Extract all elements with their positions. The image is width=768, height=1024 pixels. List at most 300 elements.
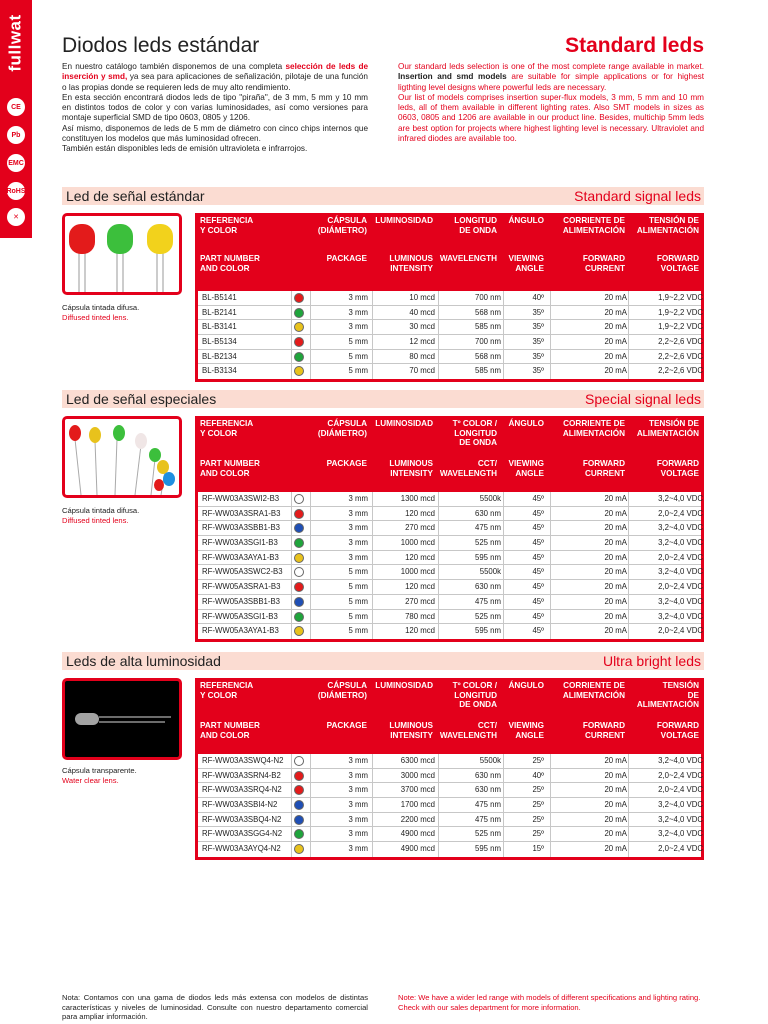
cell-cur: 20 mA [604, 756, 627, 765]
cell-ang: 45º [532, 552, 544, 562]
part-number: RF-WW03A3SBI4-N2 [202, 800, 278, 810]
part-number: RF-WW03A3SRN4-B2 [202, 770, 281, 780]
header-cur-es: CORRIENTE DE ALIMENTACIÓN [562, 681, 625, 700]
column-divider [291, 507, 292, 521]
table-row [198, 291, 701, 306]
cell-wl: 568 nm [474, 307, 501, 317]
column-divider [291, 580, 292, 594]
cell-pkg: 3 mm [348, 523, 368, 533]
column-divider [372, 769, 373, 783]
header-cur-en: FORWARD CURRENT [582, 459, 625, 478]
column-divider [438, 507, 439, 521]
led-color-icon [294, 756, 304, 766]
header-ang-en: VIEWING ANGLE [508, 254, 544, 273]
column-divider [503, 798, 504, 812]
column-divider [291, 551, 292, 565]
column-divider [310, 320, 311, 334]
column-divider [438, 842, 439, 857]
column-divider [550, 813, 551, 827]
cell-cur: 20 mA [604, 844, 627, 854]
column-divider [628, 827, 629, 841]
cell-vol: 2,2~2,6 VDC [658, 351, 703, 361]
table-row [198, 813, 701, 828]
cell-ang: 25º [532, 814, 544, 824]
cell-ang: 45º [532, 508, 544, 518]
column-divider [550, 754, 551, 768]
section-title-en: Standard signal leds [574, 188, 701, 204]
column-divider [372, 350, 373, 364]
cell-ang: 45º [532, 611, 544, 621]
part-number: RF-WW03A3SRA1-B3 [202, 508, 281, 518]
header-cur-en: FORWARD CURRENT [582, 721, 625, 740]
cell-vol: 3,2~4,0 VDC [658, 756, 703, 765]
column-divider [310, 580, 311, 594]
cell-lum: 4900 mcd [400, 829, 435, 839]
part-number: BL-B5141 [202, 293, 237, 302]
cell-wl: 630 nm [474, 582, 501, 592]
column-divider [291, 783, 292, 797]
cell-vol: 2,0~2,4 VDC [658, 785, 703, 795]
column-divider [438, 595, 439, 609]
column-divider [372, 335, 373, 349]
column-divider [503, 306, 504, 320]
cell-cur: 20 mA [604, 293, 627, 302]
column-divider [310, 783, 311, 797]
column-divider [291, 521, 292, 535]
column-divider [550, 783, 551, 797]
cell-lum: 2200 mcd [400, 814, 435, 824]
led-color-icon [294, 567, 304, 577]
led-color-icon [294, 800, 304, 810]
header-lum-es: LUMINOSIDAD [375, 419, 433, 428]
column-divider [550, 551, 551, 565]
cell-ang: 25º [532, 756, 544, 765]
column-divider [372, 521, 373, 535]
column-divider [628, 507, 629, 521]
column-divider [503, 595, 504, 609]
cell-ang: 45º [532, 582, 544, 592]
column-divider [628, 364, 629, 379]
footer-note-es: Nota: Contamos con una gama de diodos leds más extensa con modelos de distintas características y niveles de luminosidad. Consulte con nuestro departamento comercial para ampliar información. [62, 993, 368, 1022]
cell-wl: 475 nm [474, 814, 501, 824]
column-divider [438, 335, 439, 349]
cell-lum: 4900 mcd [400, 844, 435, 854]
column-divider [372, 595, 373, 609]
led-color-icon [294, 771, 304, 781]
cell-wl: 630 nm [474, 770, 501, 780]
column-divider [628, 842, 629, 857]
header-pkg-es: CÁPSULA (DIÁMETRO) [317, 681, 367, 700]
column-divider [310, 335, 311, 349]
header-lum-es: LUMINOSIDAD [375, 216, 433, 225]
column-divider [291, 291, 292, 305]
column-divider [503, 320, 504, 334]
column-divider [372, 783, 373, 797]
section-header [62, 652, 704, 670]
brand-sidebar [0, 0, 32, 238]
cell-lum: 120 mcd [405, 508, 435, 518]
column-divider [628, 521, 629, 535]
header-ref-es: REFERENCIA Y COLOR [200, 681, 254, 700]
column-divider [503, 364, 504, 379]
column-divider [310, 624, 311, 639]
cell-lum: 3000 mcd [400, 770, 435, 780]
led-color-icon [294, 538, 304, 548]
cell-cur: 20 mA [604, 494, 627, 503]
table-row [198, 783, 701, 798]
column-divider [550, 507, 551, 521]
cell-lum: 1000 mcd [400, 567, 435, 577]
cell-pkg: 3 mm [348, 538, 368, 548]
cell-vol: 3,2~4,0 VDC [658, 538, 703, 548]
part-number: RF-WW03A3AYA1-B3 [202, 552, 279, 562]
spec-table [195, 213, 704, 382]
table-row [198, 364, 701, 379]
column-divider [550, 335, 551, 349]
column-divider [628, 624, 629, 639]
cell-pkg: 5 mm [348, 596, 368, 606]
column-divider [438, 492, 439, 506]
cell-pkg: 3 mm [348, 293, 368, 302]
column-divider [310, 813, 311, 827]
cell-cur: 20 mA [604, 538, 627, 548]
header-vol-es: TENSIÓN DE ALIMENTACIÓN [636, 681, 699, 710]
column-divider [628, 813, 629, 827]
part-number: RF-WW05A3SGI1-B3 [202, 611, 278, 621]
column-divider [628, 769, 629, 783]
column-divider [372, 842, 373, 857]
column-divider [291, 754, 292, 768]
table-row [198, 565, 701, 580]
cell-pkg: 3 mm [348, 800, 368, 810]
photo-caption [62, 506, 139, 526]
cell-vol: 2,0~2,4 VDC [658, 582, 703, 592]
caption-es: Cápsula tintada difusa. [62, 506, 140, 515]
column-divider [503, 827, 504, 841]
column-divider [628, 536, 629, 550]
cell-wl: 5500k [479, 567, 501, 577]
column-divider [628, 291, 629, 305]
cell-vol: 3,2~4,0 VDC [658, 567, 703, 577]
cell-cur: 20 mA [604, 351, 627, 361]
column-divider [438, 521, 439, 535]
column-divider [291, 492, 292, 506]
column-divider [503, 551, 504, 565]
column-divider [550, 842, 551, 857]
cell-lum: 120 mcd [405, 626, 435, 636]
part-number: RF-WW03A3SWI2-B3 [202, 494, 280, 503]
column-divider [503, 291, 504, 305]
header-vol-en: FORWARD VOLTAGE [656, 721, 699, 740]
cell-wl: 475 nm [474, 800, 501, 810]
cell-cur: 20 mA [604, 829, 627, 839]
part-number: RF-WW05A3AYA1-B3 [202, 626, 279, 636]
table-row [198, 335, 701, 350]
column-divider [550, 580, 551, 594]
cell-pkg: 3 mm [348, 307, 368, 317]
cell-wl: 700 nm [474, 293, 501, 302]
column-divider [503, 813, 504, 827]
spec-table [195, 416, 704, 642]
cell-wl: 585 nm [474, 366, 501, 376]
header-pkg-es: CÁPSULA (DIÁMETRO) [317, 216, 367, 235]
table-row [198, 580, 701, 595]
cell-vol: 3,2~4,0 VDC [658, 523, 703, 533]
rohs-icon: RoHS [7, 182, 25, 200]
column-divider [438, 798, 439, 812]
header-ref-es: REFERENCIA Y COLOR [200, 216, 254, 235]
column-divider [438, 783, 439, 797]
column-divider [310, 350, 311, 364]
column-divider [503, 783, 504, 797]
part-number: RF-WW05A3SRA1-B3 [202, 582, 281, 592]
column-divider [438, 551, 439, 565]
cell-vol: 3,2~4,0 VDC [658, 611, 703, 621]
section-title-en: Ultra bright leds [602, 653, 701, 669]
section-title-es: Led de señal especiales [66, 391, 217, 407]
table-row [198, 595, 701, 610]
part-number: BL-B2141 [202, 307, 237, 317]
column-divider [372, 536, 373, 550]
cell-vol: 3,2~4,0 VDC [658, 800, 703, 810]
cell-vol: 2,0~2,4 VDC [658, 508, 703, 518]
column-divider [503, 565, 504, 579]
column-divider [291, 798, 292, 812]
cell-ang: 35º [532, 337, 544, 347]
column-divider [438, 565, 439, 579]
column-divider [291, 813, 292, 827]
cell-wl: 585 nm [474, 322, 501, 332]
cell-ang: 15º [532, 844, 544, 854]
column-divider [372, 551, 373, 565]
column-divider [438, 769, 439, 783]
column-divider [438, 754, 439, 768]
cell-ang: 25º [532, 800, 544, 810]
cell-pkg: 5 mm [348, 337, 368, 347]
cell-pkg: 5 mm [348, 611, 368, 621]
cell-cur: 20 mA [604, 785, 627, 795]
column-divider [503, 580, 504, 594]
caption-en: Diffused tinted lens. [62, 313, 129, 322]
caption-es: Cápsula tintada difusa. [62, 303, 140, 312]
column-divider [503, 536, 504, 550]
table-body [195, 291, 704, 382]
column-divider [438, 306, 439, 320]
column-divider [291, 364, 292, 379]
section-title-en: Special signal leds [585, 391, 701, 407]
column-divider [503, 521, 504, 535]
emc-icon: EMC [7, 154, 25, 172]
photo-caption [62, 766, 137, 786]
photo-caption [62, 303, 139, 323]
header-vol-en: FORWARD VOLTAGE [656, 459, 699, 478]
column-divider [310, 798, 311, 812]
part-number: RF-WW05A3SBB1-B3 [202, 596, 280, 606]
table-row [198, 521, 701, 536]
column-divider [372, 507, 373, 521]
table-header [195, 213, 704, 291]
cell-vol: 2,0~2,4 VDC [658, 770, 703, 780]
product-photo [62, 678, 182, 760]
column-divider [372, 754, 373, 768]
column-divider [310, 842, 311, 857]
cell-ang: 45º [532, 523, 544, 533]
column-divider [550, 769, 551, 783]
led-color-icon [294, 612, 304, 622]
cell-wl: 525 nm [474, 538, 501, 548]
column-divider [372, 492, 373, 506]
led-color-icon [294, 523, 304, 533]
column-divider [372, 798, 373, 812]
column-divider [310, 827, 311, 841]
led-color-icon [294, 509, 304, 519]
column-divider [310, 364, 311, 379]
cell-cur: 20 mA [604, 523, 627, 533]
led-color-icon [294, 337, 304, 347]
column-divider [550, 565, 551, 579]
cell-lum: 120 mcd [405, 552, 435, 562]
column-divider [628, 335, 629, 349]
cell-vol: 2,2~2,6 VDC [658, 337, 703, 347]
column-divider [291, 610, 292, 624]
cell-pkg: 5 mm [348, 567, 368, 577]
header-wl-en: CCT/ WAVELENGTH [439, 459, 497, 478]
column-divider [291, 624, 292, 639]
column-divider [310, 551, 311, 565]
table-row [198, 754, 701, 769]
cell-pkg: 3 mm [348, 756, 368, 765]
column-divider [550, 521, 551, 535]
column-divider [372, 813, 373, 827]
table-row [198, 492, 701, 507]
column-divider [438, 350, 439, 364]
column-divider [550, 492, 551, 506]
part-number: BL-B5134 [202, 337, 237, 347]
column-divider [438, 364, 439, 379]
lead-free-icon: Pb [7, 126, 25, 144]
header-lum-es: LUMINOSIDAD [375, 681, 433, 690]
cell-cur: 20 mA [604, 322, 627, 332]
page-title-en: Standard leds [565, 34, 704, 57]
cell-wl: 568 nm [474, 351, 501, 361]
column-divider [550, 624, 551, 639]
header-cur-es: CORRIENTE DE ALIMENTACIÓN [562, 419, 625, 438]
column-divider [503, 842, 504, 857]
column-divider [438, 610, 439, 624]
intro-text-es: En nuestro catálogo también disponemos de una completa selección de leds de inserción y smd, ya sea para aplicaciones de señalización, pilotaje de una función o las propias donde se requieren leds de muy alto rendimiento. En esta sección encontrará diodos leds de tipo "piraña", de 3 mm, 5 mm y 10 mm en distintos todos de color y con varias luminosidades, así como versiones para montaje superficial SMD de tipo 0603, 0805 y 1206. Así mismo, disponemos de leds de 5 mm de diámetro con cinco chips internos que constituyen los modelos que más luminosidad ofrecen. También están disponibles leds de emisión ultravioleta e infrarrojos. [62, 62, 368, 154]
led-color-icon [294, 829, 304, 839]
cell-lum: 270 mcd [405, 523, 435, 533]
page-title-es: Diodos leds estándar [62, 34, 260, 57]
column-divider [310, 291, 311, 305]
column-divider [550, 536, 551, 550]
product-photo [62, 416, 182, 498]
weee-bin-icon: ✕ [7, 208, 25, 226]
header-cur-en: FORWARD CURRENT [582, 254, 625, 273]
column-divider [438, 827, 439, 841]
caption-es: Cápsula transparente. [62, 766, 137, 775]
cell-wl: 475 nm [474, 523, 501, 533]
led-color-icon [294, 582, 304, 592]
cell-pkg: 3 mm [348, 770, 368, 780]
cell-pkg: 5 mm [348, 582, 368, 592]
header-lum-en: LUMINOUS INTENSITY [389, 254, 433, 273]
cell-lum: 1000 mcd [400, 538, 435, 548]
cell-ang: 25º [532, 829, 544, 839]
column-divider [291, 595, 292, 609]
cell-wl: 630 nm [474, 785, 501, 795]
column-divider [291, 769, 292, 783]
spec-table [195, 678, 704, 860]
part-number: RF-WW03A3AYQ4-N2 [202, 844, 281, 854]
column-divider [503, 507, 504, 521]
led-color-icon [294, 626, 304, 636]
cell-pkg: 5 mm [348, 626, 368, 636]
header-lum-en: LUMINOUS INTENSITY [389, 721, 433, 740]
header-cur-es: CORRIENTE DE ALIMENTACIÓN [562, 216, 625, 235]
header-pkg-en: PACKAGE [326, 459, 367, 468]
column-divider [291, 565, 292, 579]
cell-lum: 10 mcd [409, 293, 435, 302]
cell-pkg: 3 mm [348, 494, 368, 503]
part-number: BL-B3141 [202, 322, 237, 332]
column-divider [291, 335, 292, 349]
table-row [198, 320, 701, 335]
cell-lum: 70 mcd [409, 366, 435, 376]
caption-en: Diffused tinted lens. [62, 516, 129, 525]
brand-logo: fullwat [6, 14, 25, 72]
column-divider [372, 610, 373, 624]
column-divider [503, 769, 504, 783]
column-divider [372, 565, 373, 579]
cell-vol: 1,9~2,2 VDC [658, 307, 703, 317]
cell-vol: 2,0~2,4 VDC [658, 626, 703, 636]
cell-wl: 525 nm [474, 611, 501, 621]
header-pkg-es: CÁPSULA (DIÁMETRO) [317, 419, 367, 438]
column-divider [372, 827, 373, 841]
cell-wl: 595 nm [474, 626, 501, 636]
column-divider [628, 754, 629, 768]
column-divider [310, 306, 311, 320]
part-number: BL-B3134 [202, 366, 237, 376]
column-divider [372, 364, 373, 379]
table-row [198, 507, 701, 522]
column-divider [372, 580, 373, 594]
column-divider [628, 798, 629, 812]
header-ang-es: ÁNGULO [508, 216, 544, 225]
column-divider [372, 624, 373, 639]
part-number: BL-B2134 [202, 351, 237, 361]
table-row [198, 306, 701, 321]
cell-lum: 80 mcd [409, 351, 435, 361]
cell-lum: 1700 mcd [400, 800, 435, 810]
cell-ang: 45º [532, 626, 544, 636]
cell-pkg: 3 mm [348, 552, 368, 562]
column-divider [503, 335, 504, 349]
column-divider [372, 320, 373, 334]
table-row [198, 536, 701, 551]
header-ref-en: PART NUMBER AND COLOR [200, 459, 260, 478]
cell-vol: 3,2~4,0 VDC [658, 596, 703, 606]
cell-vol: 3,2~4,0 VDC [658, 494, 703, 503]
table-row [198, 842, 701, 857]
header-ref-en: PART NUMBER AND COLOR [200, 254, 260, 273]
cell-wl: 475 nm [474, 596, 501, 606]
header-wl-en: CCT/ WAVELENGTH [439, 721, 497, 740]
column-divider [310, 769, 311, 783]
column-divider [550, 595, 551, 609]
cell-cur: 20 mA [604, 508, 627, 518]
